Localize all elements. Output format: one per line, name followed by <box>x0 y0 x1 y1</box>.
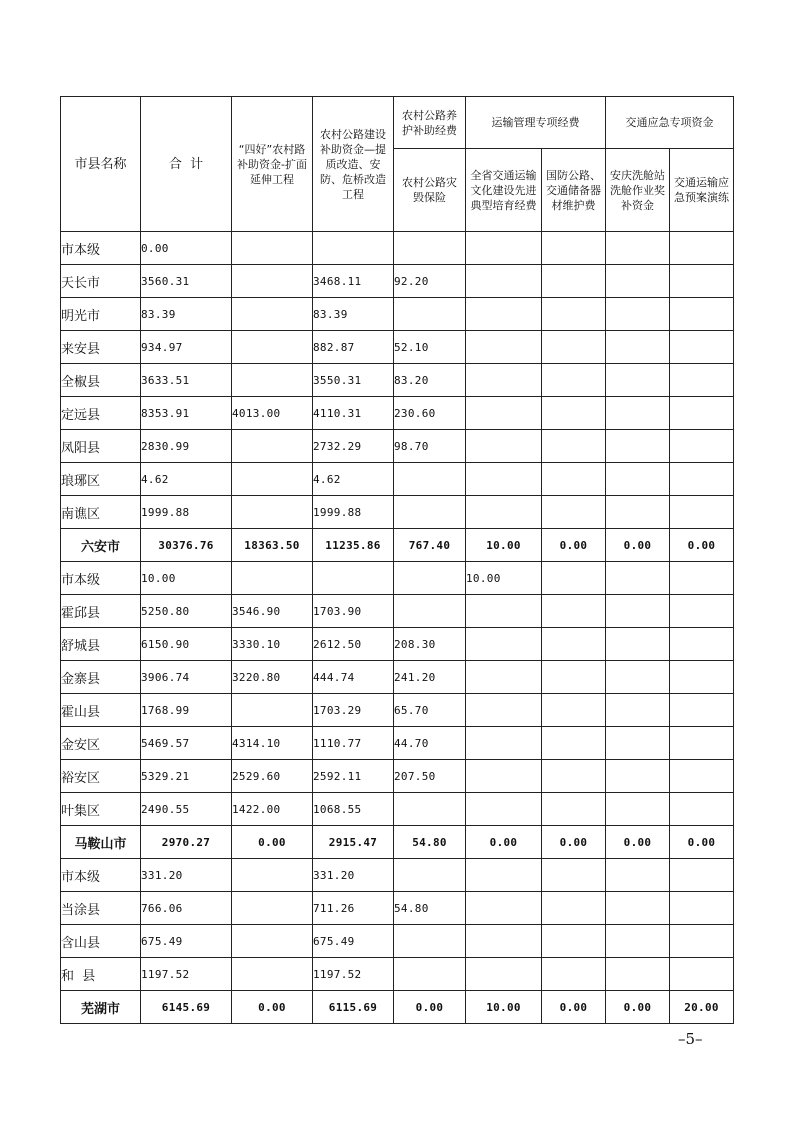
cell: 10.00 <box>141 562 232 595</box>
cell: 0.00 <box>606 991 670 1024</box>
cell <box>466 430 542 463</box>
cell: 83.39 <box>313 298 394 331</box>
cell <box>394 463 466 496</box>
table-row <box>61 562 734 595</box>
cell: 0.00 <box>232 826 313 859</box>
region-name: 天长市 <box>61 265 141 298</box>
table-row <box>61 925 734 958</box>
cell <box>670 628 734 661</box>
cell <box>394 793 466 826</box>
cell: 3468.11 <box>313 265 394 298</box>
cell <box>466 892 542 925</box>
cell <box>466 331 542 364</box>
header-yunshu-group: 运输管理专项经费 <box>466 97 606 149</box>
cell: 30376.76 <box>141 529 232 562</box>
cell <box>670 562 734 595</box>
cell: 208.30 <box>394 628 466 661</box>
cell: 54.80 <box>394 892 466 925</box>
cell <box>606 958 670 991</box>
cell: 3633.51 <box>141 364 232 397</box>
cell: 0.00 <box>670 826 734 859</box>
cell <box>670 892 734 925</box>
cell: 0.00 <box>606 826 670 859</box>
cell: 2529.60 <box>232 760 313 793</box>
region-name: 琅琊区 <box>61 463 141 496</box>
cell <box>394 925 466 958</box>
table-row <box>61 496 734 529</box>
cell <box>542 265 606 298</box>
cell <box>466 595 542 628</box>
header-name: 市县名称 <box>61 97 141 232</box>
cell <box>466 628 542 661</box>
cell <box>542 793 606 826</box>
cell: 1703.29 <box>313 694 394 727</box>
cell <box>542 298 606 331</box>
city-name: 六安市 <box>61 529 141 562</box>
cell <box>606 331 670 364</box>
cell: 5469.57 <box>141 727 232 760</box>
cell: 6145.69 <box>141 991 232 1024</box>
cell <box>394 595 466 628</box>
cell <box>394 958 466 991</box>
region-name: 舒城县 <box>61 628 141 661</box>
cell: 10.00 <box>466 562 542 595</box>
cell <box>232 892 313 925</box>
cell <box>466 958 542 991</box>
region-name: 市本级 <box>61 859 141 892</box>
cell: 2970.27 <box>141 826 232 859</box>
header-sihao: “四好”农村路补助资金-扩面延伸工程 <box>232 97 313 232</box>
cell <box>542 463 606 496</box>
cell: 230.60 <box>394 397 466 430</box>
cell: 766.06 <box>141 892 232 925</box>
cell: 241.20 <box>394 661 466 694</box>
cell <box>466 364 542 397</box>
cell <box>466 793 542 826</box>
cell <box>394 298 466 331</box>
cell: 1068.55 <box>313 793 394 826</box>
cell: 1768.99 <box>141 694 232 727</box>
cell: 5250.80 <box>141 595 232 628</box>
cell: 882.87 <box>313 331 394 364</box>
cell: 6115.69 <box>313 991 394 1024</box>
table-row <box>61 232 734 265</box>
cell <box>606 397 670 430</box>
table-row <box>61 331 734 364</box>
cell <box>606 562 670 595</box>
cell <box>542 661 606 694</box>
cell <box>232 694 313 727</box>
cell <box>670 430 734 463</box>
allocation-table <box>60 96 734 1024</box>
table-row <box>61 298 734 331</box>
cell <box>232 331 313 364</box>
cell: 52.10 <box>394 331 466 364</box>
cell: 2830.99 <box>141 430 232 463</box>
cell: 8353.91 <box>141 397 232 430</box>
cell: 10.00 <box>466 529 542 562</box>
city-total-row <box>61 991 734 1024</box>
cell <box>466 463 542 496</box>
cell <box>232 463 313 496</box>
cell: 44.70 <box>394 727 466 760</box>
cell: 10.00 <box>466 991 542 1024</box>
city-total-row <box>61 529 734 562</box>
city-name: 芜湖市 <box>61 991 141 1024</box>
header-yingji-group: 交通应急专项资金 <box>606 97 734 149</box>
cell <box>394 232 466 265</box>
cell <box>606 364 670 397</box>
cell <box>606 298 670 331</box>
header-yanghu-sub: 农村公路灾毁保险 <box>394 149 466 232</box>
table-row <box>61 628 734 661</box>
cell: 1197.52 <box>141 958 232 991</box>
cell <box>466 661 542 694</box>
region-name: 裕安区 <box>61 760 141 793</box>
cell <box>606 661 670 694</box>
region-name: 来安县 <box>61 331 141 364</box>
header-total: 合 计 <box>141 97 232 232</box>
table-row <box>61 397 734 430</box>
cell: 20.00 <box>670 991 734 1024</box>
region-name: 含山县 <box>61 925 141 958</box>
region-name: 金安区 <box>61 727 141 760</box>
table-row <box>61 892 734 925</box>
cell <box>313 232 394 265</box>
cell <box>606 727 670 760</box>
cell <box>232 364 313 397</box>
cell <box>313 562 394 595</box>
cell <box>542 595 606 628</box>
cell: 0.00 <box>542 826 606 859</box>
table-row <box>61 265 734 298</box>
cell: 2732.29 <box>313 430 394 463</box>
header-yingji-sub1: 安庆洗舱站洗舱作业奖补资金 <box>606 149 670 232</box>
cell <box>542 727 606 760</box>
cell: 331.20 <box>141 859 232 892</box>
cell <box>542 958 606 991</box>
cell <box>606 595 670 628</box>
cell: 2490.55 <box>141 793 232 826</box>
region-name: 金寨县 <box>61 661 141 694</box>
cell: 444.74 <box>313 661 394 694</box>
cell <box>670 595 734 628</box>
region-name: 明光市 <box>61 298 141 331</box>
cell: 83.20 <box>394 364 466 397</box>
cell <box>670 463 734 496</box>
cell: 767.40 <box>394 529 466 562</box>
cell <box>670 727 734 760</box>
table-row <box>61 463 734 496</box>
header-nongcun-build: 农村公路建设补助资金—提质改造、安防、危桥改造工程 <box>313 97 394 232</box>
header-yingji-sub2: 交通运输应急预案演练 <box>670 149 734 232</box>
cell <box>466 859 542 892</box>
cell: 675.49 <box>141 925 232 958</box>
cell <box>542 397 606 430</box>
cell <box>466 925 542 958</box>
cell: 98.70 <box>394 430 466 463</box>
cell: 3550.31 <box>313 364 394 397</box>
cell <box>542 859 606 892</box>
cell <box>670 298 734 331</box>
region-name: 霍山县 <box>61 694 141 727</box>
cell <box>466 298 542 331</box>
cell <box>542 232 606 265</box>
cell <box>606 859 670 892</box>
table-row <box>61 727 734 760</box>
region-name: 南谯区 <box>61 496 141 529</box>
table-row <box>61 958 734 991</box>
cell: 675.49 <box>313 925 394 958</box>
cell: 0.00 <box>606 529 670 562</box>
cell: 0.00 <box>670 529 734 562</box>
cell <box>466 232 542 265</box>
cell <box>606 430 670 463</box>
cell: 1422.00 <box>232 793 313 826</box>
cell <box>606 793 670 826</box>
region-name: 当涂县 <box>61 892 141 925</box>
cell <box>670 760 734 793</box>
cell: 18363.50 <box>232 529 313 562</box>
cell <box>232 265 313 298</box>
region-name: 市本级 <box>61 232 141 265</box>
cell: 331.20 <box>313 859 394 892</box>
cell <box>542 331 606 364</box>
region-name: 霍邱县 <box>61 595 141 628</box>
cell: 0.00 <box>542 529 606 562</box>
cell: 1197.52 <box>313 958 394 991</box>
cell: 3220.80 <box>232 661 313 694</box>
cell <box>670 859 734 892</box>
cell: 2612.50 <box>313 628 394 661</box>
cell: 4314.10 <box>232 727 313 760</box>
table-body <box>61 232 734 1024</box>
cell <box>542 628 606 661</box>
cell <box>670 661 734 694</box>
table-row <box>61 694 734 727</box>
cell: 5329.21 <box>141 760 232 793</box>
cell: 1999.88 <box>313 496 394 529</box>
cell: 1110.77 <box>313 727 394 760</box>
cell <box>606 232 670 265</box>
cell <box>606 265 670 298</box>
cell: 207.50 <box>394 760 466 793</box>
cell <box>670 793 734 826</box>
header-yanghu-group: 农村公路养护补助经费 <box>394 97 466 149</box>
cell <box>232 496 313 529</box>
cell <box>606 892 670 925</box>
page-number: –5– <box>678 1030 703 1048</box>
cell <box>670 397 734 430</box>
cell: 0.00 <box>466 826 542 859</box>
cell <box>394 496 466 529</box>
city-total-row <box>61 826 734 859</box>
region-name: 全椒县 <box>61 364 141 397</box>
cell: 1999.88 <box>141 496 232 529</box>
cell <box>542 430 606 463</box>
table-row <box>61 793 734 826</box>
cell: 3546.90 <box>232 595 313 628</box>
cell: 92.20 <box>394 265 466 298</box>
cell <box>232 859 313 892</box>
cell <box>606 496 670 529</box>
cell <box>606 463 670 496</box>
cell: 4013.00 <box>232 397 313 430</box>
cell <box>670 265 734 298</box>
cell <box>466 694 542 727</box>
cell <box>606 628 670 661</box>
cell: 2592.11 <box>313 760 394 793</box>
cell <box>232 430 313 463</box>
cell <box>670 496 734 529</box>
cell: 0.00 <box>394 991 466 1024</box>
cell <box>542 496 606 529</box>
cell: 54.80 <box>394 826 466 859</box>
header-yunshu-sub1: 全省交通运输文化建设先进典型培育经费 <box>466 149 542 232</box>
cell: 83.39 <box>141 298 232 331</box>
cell: 3330.10 <box>232 628 313 661</box>
cell: 934.97 <box>141 331 232 364</box>
table-row <box>61 595 734 628</box>
region-name: 凤阳县 <box>61 430 141 463</box>
cell <box>542 892 606 925</box>
cell <box>394 562 466 595</box>
table-row <box>61 760 734 793</box>
region-name: 和 县 <box>61 958 141 991</box>
cell <box>670 925 734 958</box>
cell <box>670 364 734 397</box>
cell: 711.26 <box>313 892 394 925</box>
cell: 0.00 <box>141 232 232 265</box>
region-name: 市本级 <box>61 562 141 595</box>
table-row <box>61 859 734 892</box>
cell: 3560.31 <box>141 265 232 298</box>
cell <box>670 232 734 265</box>
cell <box>542 364 606 397</box>
header-yunshu-sub2: 国防公路、交通储备器材维护费 <box>542 149 606 232</box>
cell: 11235.86 <box>313 529 394 562</box>
cell: 4.62 <box>313 463 394 496</box>
cell: 6150.90 <box>141 628 232 661</box>
table-row <box>61 661 734 694</box>
cell <box>670 958 734 991</box>
cell: 3906.74 <box>141 661 232 694</box>
cell <box>232 232 313 265</box>
cell: 4.62 <box>141 463 232 496</box>
cell <box>606 925 670 958</box>
cell <box>466 496 542 529</box>
cell: 1703.90 <box>313 595 394 628</box>
cell <box>542 925 606 958</box>
cell <box>232 298 313 331</box>
cell <box>606 694 670 727</box>
region-name: 叶集区 <box>61 793 141 826</box>
cell: 0.00 <box>542 991 606 1024</box>
cell <box>232 925 313 958</box>
cell <box>466 727 542 760</box>
cell <box>606 760 670 793</box>
cell: 4110.31 <box>313 397 394 430</box>
cell <box>232 958 313 991</box>
cell <box>542 760 606 793</box>
cell: 0.00 <box>232 991 313 1024</box>
table-row <box>61 364 734 397</box>
city-name: 马鞍山市 <box>61 826 141 859</box>
cell <box>466 397 542 430</box>
cell: 2915.47 <box>313 826 394 859</box>
cell <box>670 694 734 727</box>
table-row <box>61 430 734 463</box>
cell <box>466 760 542 793</box>
region-name: 定远县 <box>61 397 141 430</box>
cell <box>670 331 734 364</box>
cell <box>394 859 466 892</box>
cell: 65.70 <box>394 694 466 727</box>
cell <box>466 265 542 298</box>
cell <box>542 562 606 595</box>
cell <box>232 562 313 595</box>
cell <box>542 694 606 727</box>
